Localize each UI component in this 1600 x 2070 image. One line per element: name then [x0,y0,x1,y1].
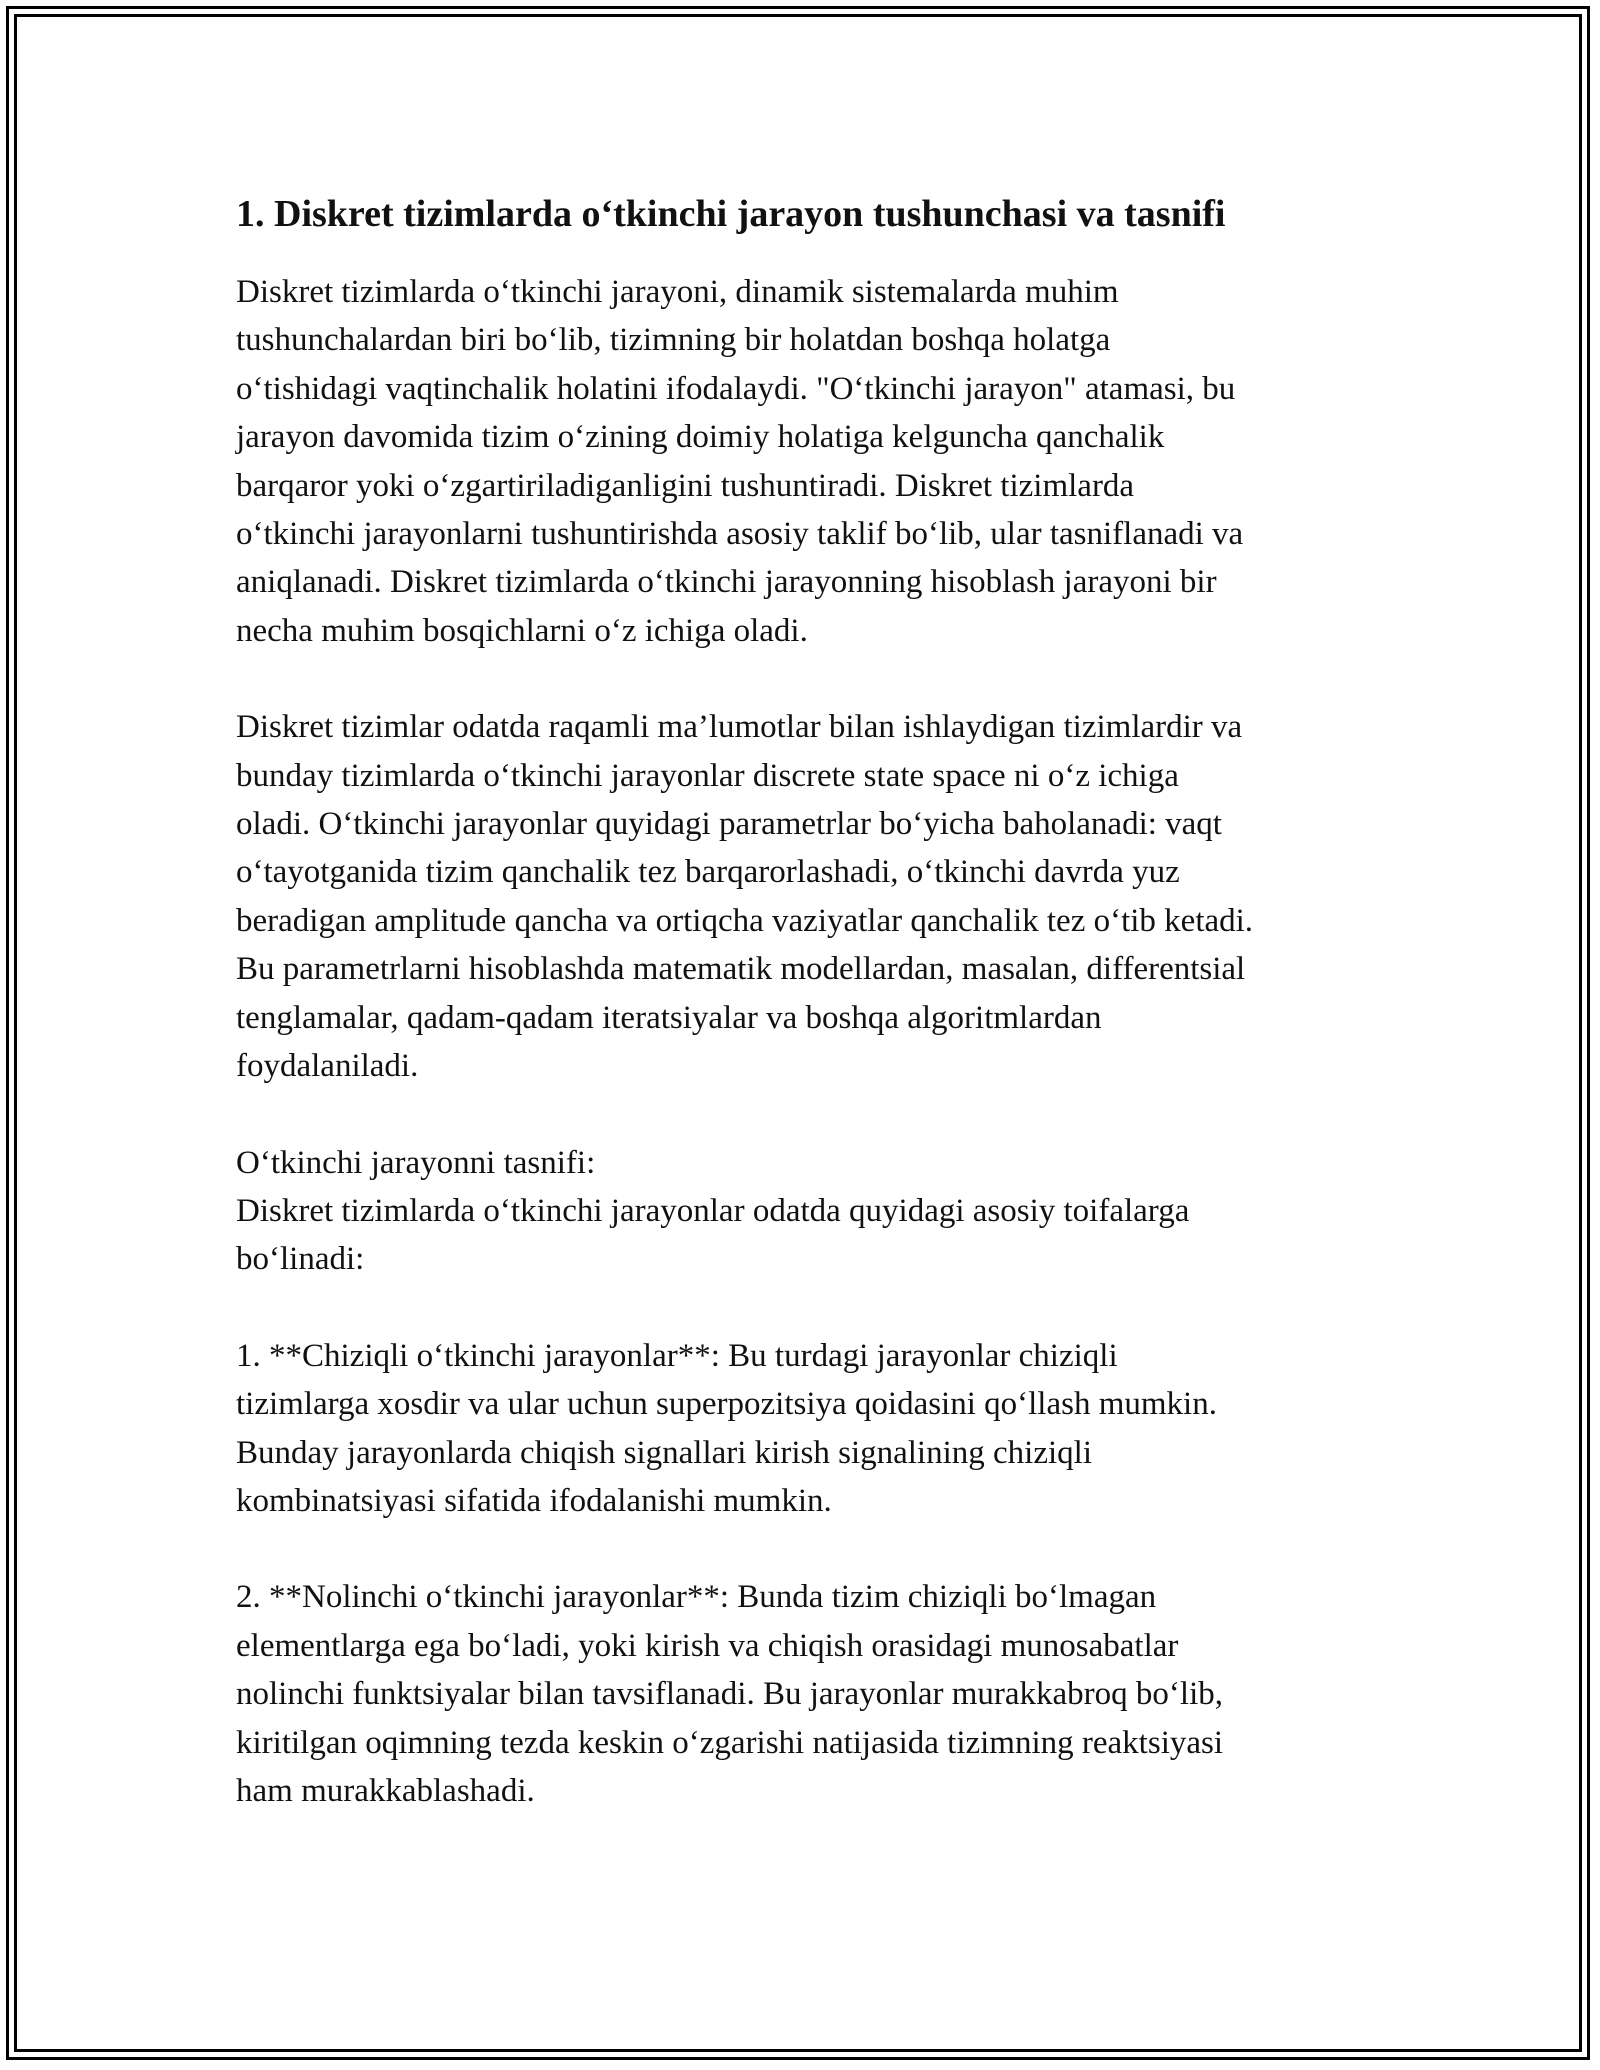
list-item-linear [236,1332,1416,1526]
text-line: 1. **Chiziqli o‘tkinchi jarayonlar**: Bu turdagi jarayonlar chiziqli [236,1337,1118,1374]
text-line: nolinchi funktsiyalar bilan tavsiflanadi. Bu jarayonlar murakkabroq bo‘lib, [236,1676,1223,1713]
text-line: Bunday jarayonlarda chiqish signallari kirish signalining chiziqli [236,1434,1092,1471]
text-line: bunday tizimlarda o‘tkinchi jarayonlar discrete state space ni o‘z ichiga [236,757,1179,794]
text-line: o‘tkinchi jarayonlarni tushuntirishda asosiy taklif bo‘lib, ular tasniflanadi va [236,516,1244,553]
text-line: o‘tayotganida tizim qanchalik tez barqarorlashadi, o‘tkinchi davrda yuz [236,854,1180,891]
text-line: elementlarga ega bo‘ladi, yoki kirish va chiqish orasidagi munosabatlar [236,1627,1179,1664]
text-line: kiritilgan oqimning tezda keskin o‘zgarishi natijasida tizimning reaktsiyasi [236,1724,1224,1761]
text-line: bo‘linadi: [236,1241,365,1278]
document-page [236,186,1416,1863]
text-line: Diskret tizimlar odatda raqamli ma’lumotlar bilan ishlaydigan tizimlardir va [236,709,1243,746]
text-line: 2. **Nolinchi o‘tkinchi jarayonlar**: Bunda tizim chiziqli bo‘lmagan [236,1579,1157,1616]
text-line: o‘tishidagi vaqtinchalik holatini ifodalaydi. "O‘tkinchi jarayon" atamasi, bu [236,370,1236,407]
text-line: O‘tkinchi jarayonni tasnifi: [236,1144,596,1181]
paragraph-classification [236,1139,1416,1284]
list-item-nonlinear [236,1573,1416,1815]
text-line: foydalaniladi. [236,1048,419,1085]
paragraph-discrete-systems [236,703,1416,1090]
text-line: tizimlarga xosdir va ular uchun superpozitsiya qoidasini qo‘llash mumkin. [236,1386,1217,1423]
text-line: oladi. O‘tkinchi jarayonlar quyidagi parametrlar bo‘yicha baholanadi: vaqt [236,806,1222,843]
text-line: Diskret tizimlarda o‘tkinchi jarayonlar odatda quyidagi asosiy toifalarga [236,1192,1190,1229]
text-line: Bu parametrlarni hisoblashda matematik modellardan, masalan, differentsial [236,951,1246,988]
text-line: ham murakkablashadi. [236,1772,535,1809]
text-line: aniqlanadi. Diskret tizimlarda o‘tkinchi jarayonning hisoblash jarayoni bir [236,564,1217,601]
text-line: beradigan amplitude qancha va ortiqcha vaziyatlar qanchalik tez o‘tib ketadi. [236,902,1254,939]
text-line: tenglamalar, qadam-qadam iteratsiyalar va boshqa algoritmlardan [236,999,1102,1036]
text-line: barqaror yoki o‘zgartiriladiganligini tushuntiradi. Diskret tizimlarda [236,467,1135,504]
text-line: necha muhim bosqichlarni o‘z ichiga oladi. [236,612,808,649]
text-line: jarayon davomida tizim o‘zining doimiy holatiga kelguncha qanchalik [236,419,1165,456]
section-heading: 1. Diskret tizimlarda o‘tkinchi jarayon tushunchasi va tasnifi [236,193,1226,235]
paragraph-intro [236,268,1416,655]
text-line: Diskret tizimlarda o‘tkinchi jarayoni, dinamik sistemalarda muhim [236,274,1119,310]
text-line: tushunchalardan biri bo‘lib, tizimning bir holatdan boshqa holatga [236,322,1111,359]
text-line: kombinatsiyasi sifatida ifodalanishi mumkin. [236,1482,832,1519]
